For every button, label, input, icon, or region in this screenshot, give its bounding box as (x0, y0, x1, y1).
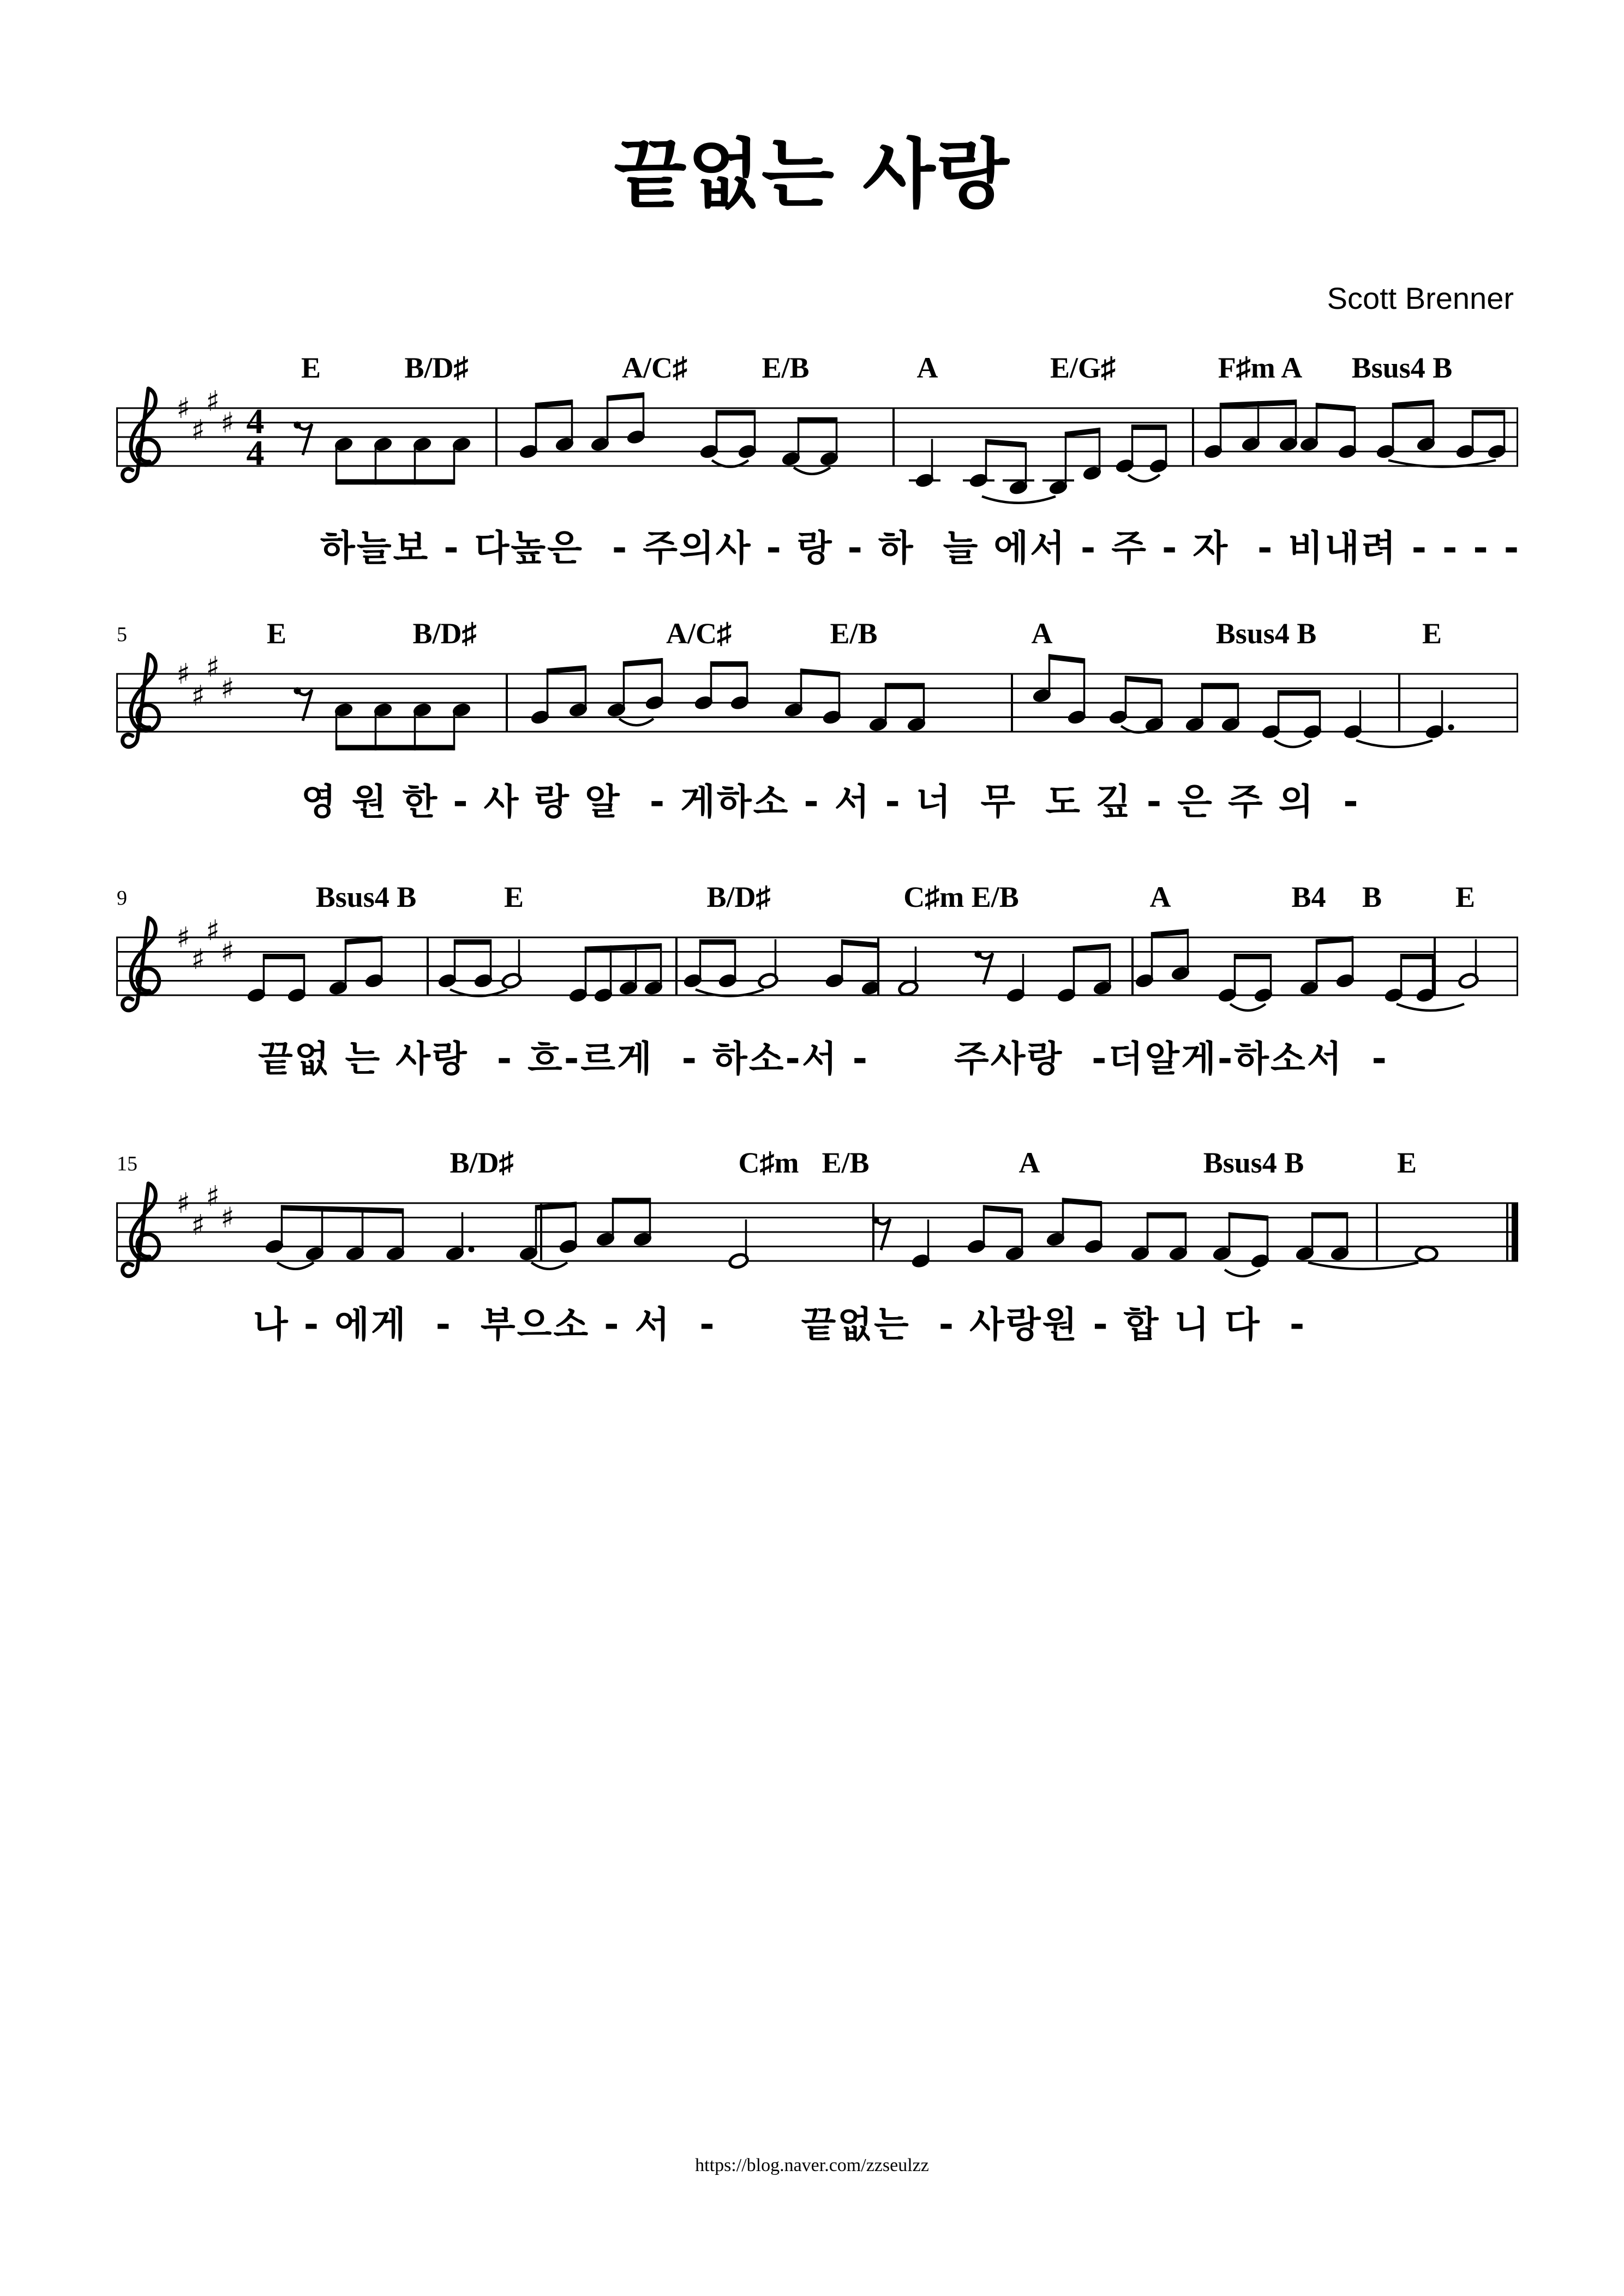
tie-slur (1225, 1270, 1260, 1276)
note-group (1217, 954, 1274, 1004)
note-group (1032, 654, 1087, 726)
footer-url: https://blog.naver.com/zzseulzz (695, 2155, 929, 2175)
beam (1202, 683, 1238, 689)
note-group (682, 940, 738, 990)
beam (986, 439, 1026, 448)
note-group (910, 1219, 931, 1270)
eighth-rest (975, 951, 993, 985)
chord-label: A (1031, 617, 1053, 650)
note-group (333, 436, 472, 485)
beam (337, 479, 454, 485)
lyrics-line-2: 영 원 한 - 사 랑 알 - 게하소 - 서 - 너 무 도 깊 - 은 주 의 - (301, 781, 1360, 823)
chord-label: E (301, 351, 321, 384)
note-group (781, 417, 840, 468)
treble-clef (123, 918, 159, 1011)
song-title: 끝없는 사랑 (614, 130, 1010, 218)
beam (548, 665, 586, 674)
sharp-sign: ♯ (206, 650, 220, 684)
note-group (1005, 954, 1026, 1004)
note-group (1130, 1212, 1189, 1263)
note-group (1108, 676, 1165, 733)
tie-slur (1230, 1004, 1266, 1011)
chord-label: C♯m (738, 1146, 799, 1179)
chord-label: A (1149, 881, 1171, 913)
measure-number: 15 (117, 1152, 137, 1175)
chord-label: B (1362, 881, 1382, 913)
note-group (1383, 954, 1436, 1004)
tie-slur (1128, 475, 1160, 481)
chord-label: E (504, 881, 524, 913)
note-group (963, 439, 1034, 497)
note-group (699, 410, 758, 461)
beam (799, 417, 837, 423)
chord-label: E/G♯ (1050, 351, 1116, 384)
sharp-sign: ♯ (176, 392, 190, 425)
beam (1401, 954, 1433, 959)
tie-slur (531, 1263, 567, 1269)
note-group (1458, 940, 1479, 990)
beam (1066, 428, 1100, 437)
chord-label: Bsus4 B (1215, 617, 1317, 650)
treble-clef (123, 1183, 159, 1276)
chord-label: E (1397, 1146, 1417, 1179)
beam (842, 940, 878, 948)
beam (1126, 676, 1162, 685)
note-group (758, 940, 778, 990)
note-group (1424, 690, 1454, 740)
chord-label: F♯m A (1218, 351, 1303, 384)
note-group (246, 954, 307, 1004)
chord-label: B/D♯ (404, 351, 469, 384)
beam (1050, 654, 1084, 664)
sharp-sign: ♯ (191, 679, 205, 713)
chord-label: E/B (822, 1146, 870, 1179)
beam (984, 1205, 1022, 1214)
measure-number: 9 (117, 887, 127, 910)
note-group (868, 683, 927, 733)
staff-system-1 (0, 326, 1624, 523)
chord-label: E (266, 617, 287, 650)
beam (1473, 410, 1505, 416)
augmentation-dot (469, 1246, 475, 1252)
note-group (264, 1205, 406, 1263)
sharp-sign: ♯ (220, 1201, 235, 1235)
beam (1235, 954, 1271, 959)
note-group (824, 940, 881, 997)
chord-label: A (916, 351, 938, 384)
note-group (909, 439, 940, 489)
note-group (437, 940, 494, 990)
beam (700, 940, 735, 945)
note-group (898, 947, 919, 997)
lyrics-line-4: 나 - 에게 - 부으소 - 서 - 끝없는 - 사랑원 - 합 니 다 - (253, 1304, 1307, 1346)
chord-label: Bsus4 B (1351, 351, 1453, 384)
staff-system-2 (0, 592, 1624, 788)
beam (1317, 403, 1355, 411)
sharp-sign: ♯ (206, 385, 220, 418)
notehead (1416, 1247, 1437, 1260)
chord-label: Bsus4 B (315, 881, 417, 913)
chord-label: C♯m E/B (903, 881, 1019, 913)
beam (1074, 943, 1110, 952)
tie-slur (1308, 1263, 1418, 1269)
note-group (445, 1212, 475, 1263)
beam (282, 1205, 403, 1214)
sharp-sign: ♯ (176, 1187, 190, 1220)
note-group (1261, 690, 1323, 740)
chord-label: A (1018, 1146, 1040, 1179)
chord-label: E/B (762, 351, 810, 384)
note-group (1042, 428, 1102, 497)
beam (1313, 1212, 1347, 1218)
note-group (1343, 690, 1363, 740)
eighth-rest (294, 687, 313, 721)
beam (337, 745, 454, 750)
sharp-sign: ♯ (176, 922, 190, 954)
chord-label: E/B (830, 617, 878, 650)
tie-slur (1274, 740, 1311, 747)
time-signature: 4 (246, 402, 265, 441)
tie-slur (794, 468, 830, 474)
sharp-sign: ♯ (176, 658, 190, 691)
sharp-sign: ♯ (206, 1180, 220, 1213)
time-signature: 4 (246, 433, 265, 473)
sharp-sign: ♯ (220, 936, 235, 969)
chord-label: E (1455, 881, 1476, 913)
tie-slur (982, 497, 1056, 503)
tie-slur (1397, 1004, 1464, 1011)
staff-system-3 (0, 856, 1624, 1052)
chord-label: A/C♯ (622, 351, 687, 384)
eighth-rest (872, 1217, 891, 1251)
treble-clef (123, 654, 159, 747)
chord-label: B/D♯ (450, 1146, 514, 1179)
note-group (333, 702, 472, 751)
chord-label: B/D♯ (412, 617, 477, 650)
note-group (693, 661, 750, 711)
tie-slur (1356, 740, 1433, 747)
tie-slur (619, 719, 654, 725)
note-group (728, 1219, 749, 1270)
sharp-sign: ♯ (220, 406, 235, 440)
chord-label: B4 (1291, 881, 1326, 913)
measure-number: 5 (117, 623, 127, 646)
tie-slur (277, 1263, 314, 1269)
beam (1148, 1212, 1186, 1218)
beam (1393, 399, 1434, 408)
beam (1279, 690, 1320, 696)
beam (1230, 1212, 1268, 1221)
beam (1132, 424, 1166, 430)
note-group (1295, 1212, 1350, 1263)
beam (455, 940, 491, 945)
augmentation-dot (1448, 725, 1454, 731)
sharp-sign: ♯ (191, 414, 205, 447)
sharp-sign: ♯ (220, 672, 235, 705)
lyrics-line-1: 하늘보 - 다높은 - 주의사 - 랑 - 하 늘 에서 - 주 - 자 - 비내려 - - - - (320, 527, 1521, 569)
note-group (1114, 424, 1169, 475)
beam (717, 410, 755, 416)
chord-label: B/D♯ (706, 881, 771, 913)
sharp-sign: ♯ (206, 914, 220, 947)
beam (1063, 1198, 1101, 1206)
beam (536, 399, 572, 408)
beam (624, 658, 662, 667)
beam (608, 392, 644, 401)
note-group (1455, 410, 1507, 461)
composer-credit: Scott Brenner (1327, 281, 1514, 315)
beam (1152, 929, 1188, 937)
note-group (1416, 1247, 1437, 1260)
beam (613, 1198, 650, 1203)
note-group (595, 1198, 653, 1248)
final-barline (1512, 1203, 1518, 1261)
beam (264, 954, 304, 959)
note-group (966, 1205, 1025, 1263)
lyrics-line-3: 끝없 는 사랑 - 흐-르게 - 하소-서 - 주사랑 -더알게-하소서 - (258, 1038, 1388, 1080)
beam (886, 683, 924, 689)
beam (801, 668, 840, 677)
beam (711, 661, 747, 667)
chord-label: A/C♯ (666, 617, 732, 650)
beam (586, 943, 661, 952)
chord-label: E (1422, 617, 1442, 650)
sharp-sign: ♯ (191, 943, 205, 976)
chord-label: Bsus4 B (1203, 1146, 1304, 1179)
sharp-sign: ♯ (191, 1209, 205, 1242)
note-group (501, 940, 522, 990)
note-group (1184, 683, 1241, 733)
staff-system-4 (0, 1121, 1624, 1318)
treble-clef (123, 388, 159, 481)
eighth-rest (294, 422, 313, 456)
